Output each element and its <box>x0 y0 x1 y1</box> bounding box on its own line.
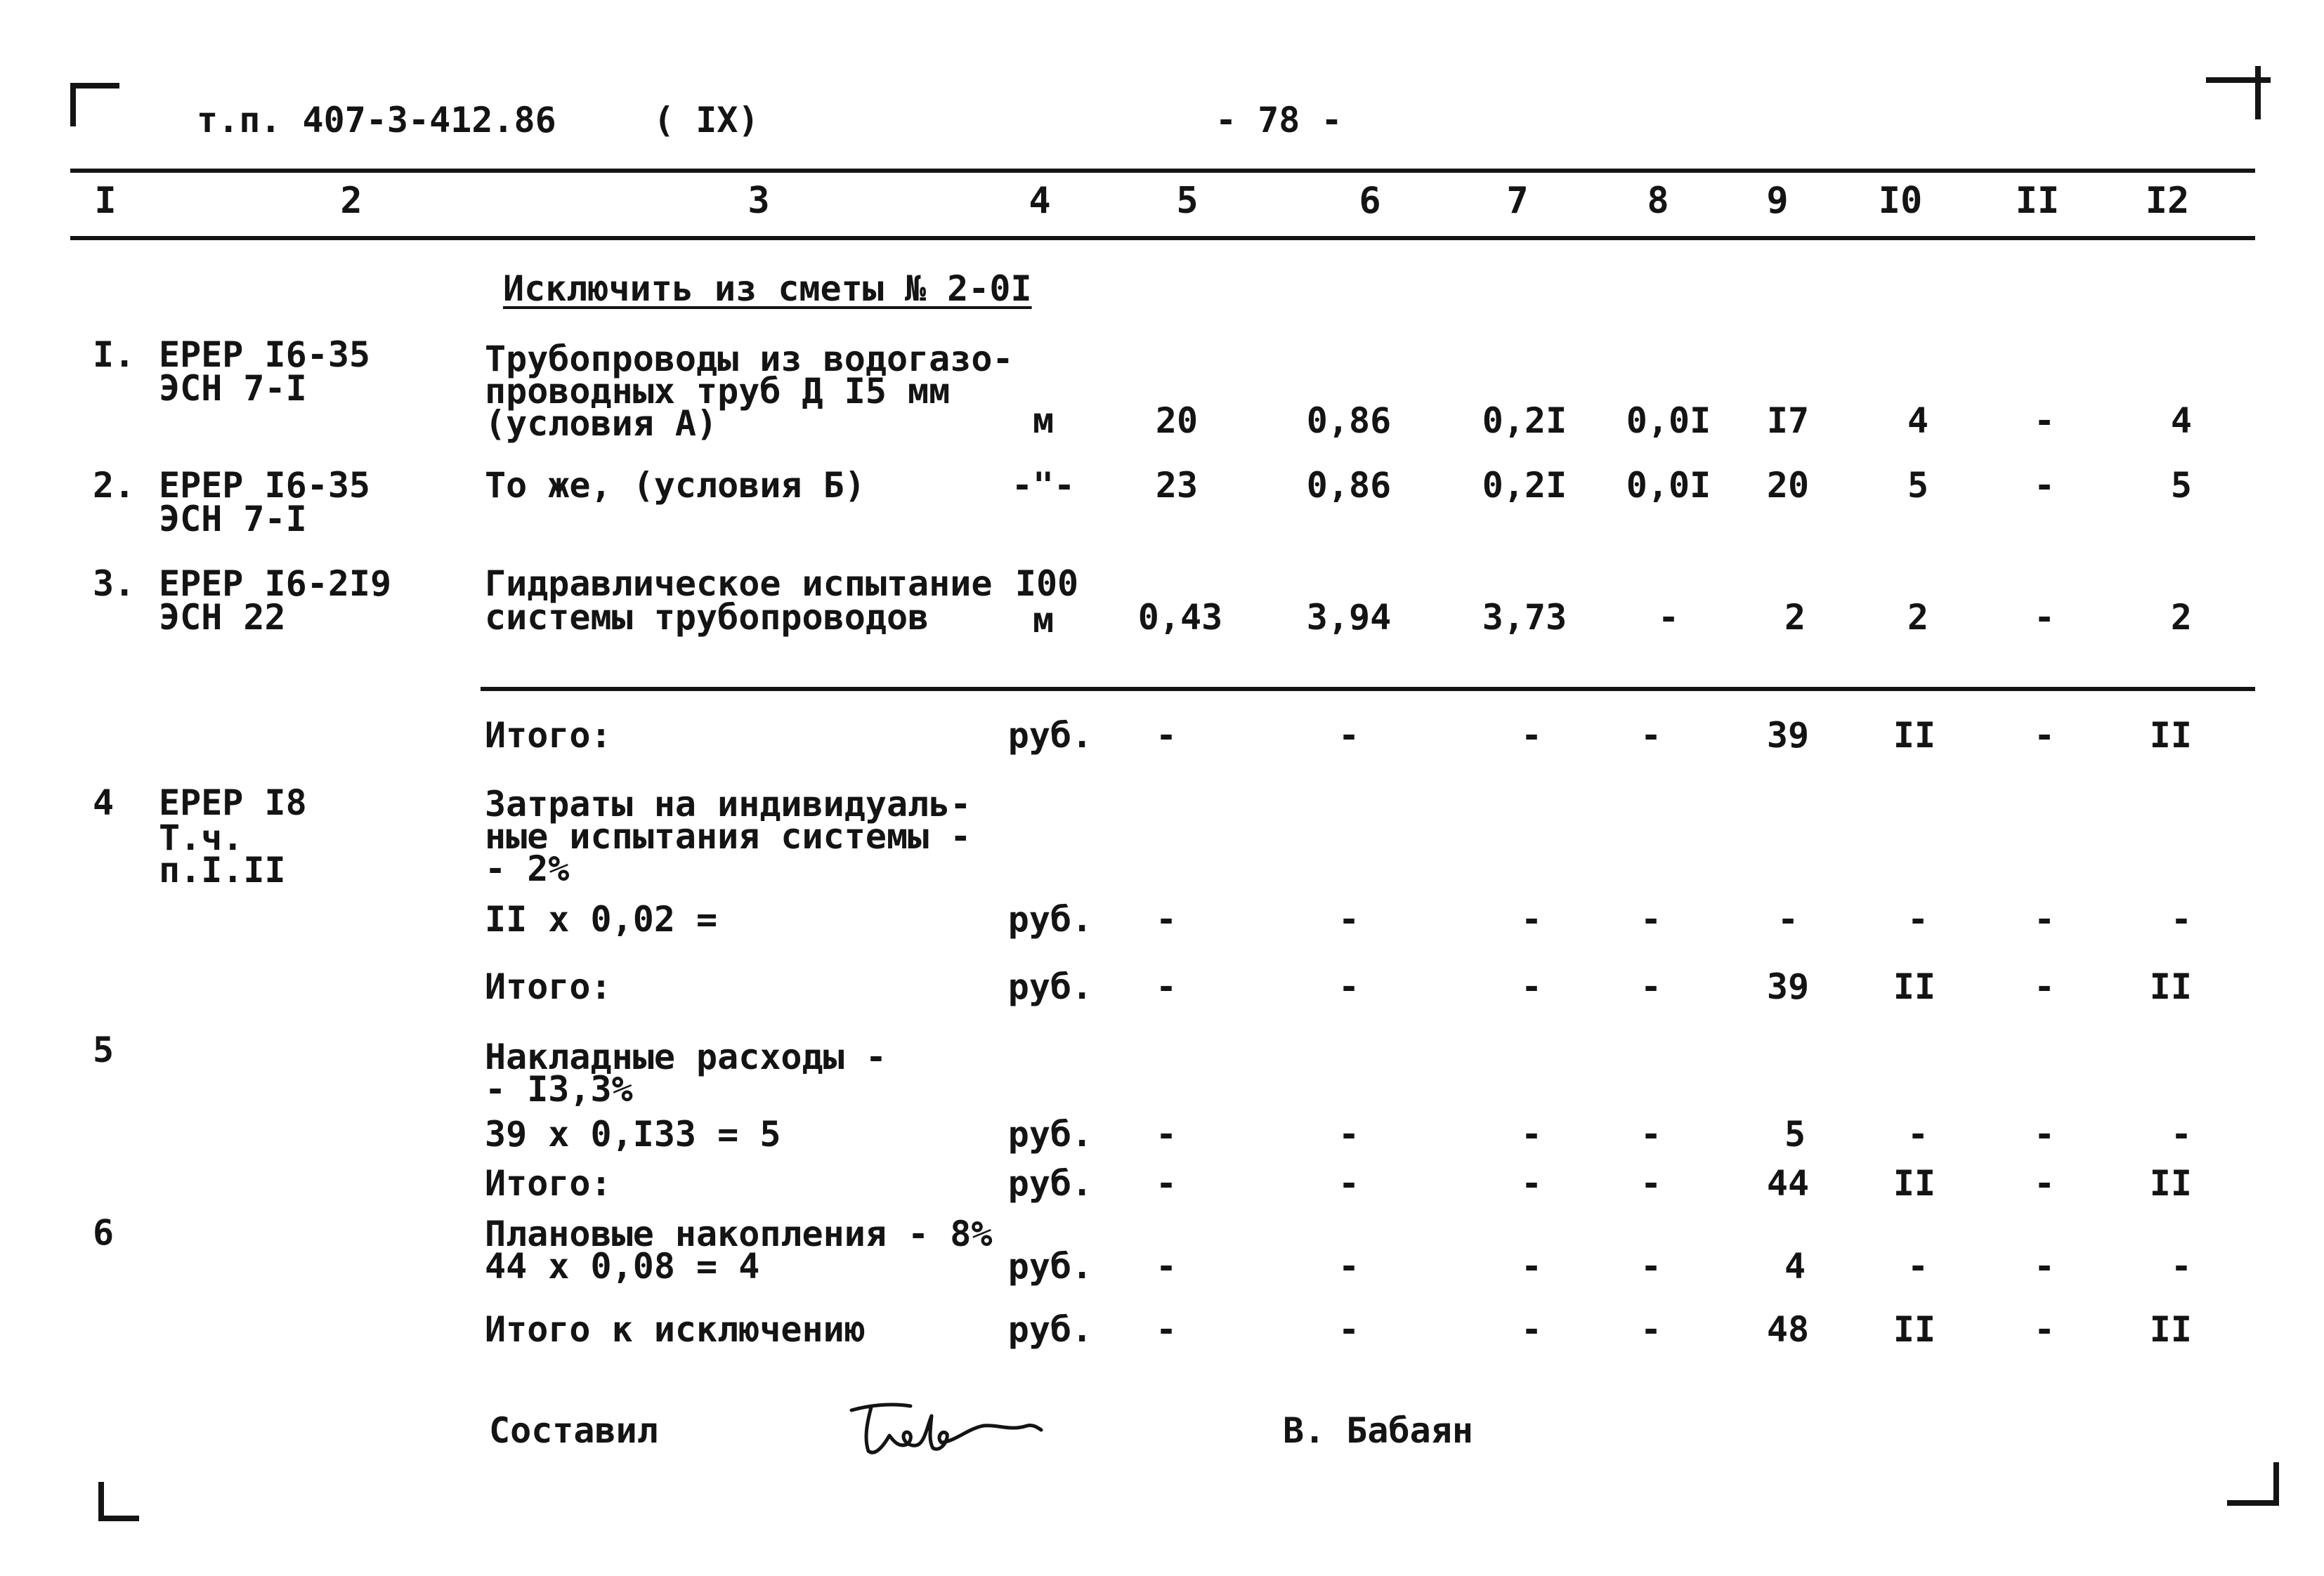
cell-c6: - <box>1338 1163 1360 1204</box>
cell-c7: - <box>1520 715 1543 756</box>
cell-c8: - <box>1640 715 1662 756</box>
norm-code: Т.ч. <box>159 817 244 858</box>
cell-c10: - <box>1907 1114 1929 1155</box>
row-number: 3. <box>93 563 136 604</box>
description: проводных труб Д I5 мм <box>485 371 951 412</box>
doc-code: т.п. 407-3-412.86 <box>197 100 556 140</box>
description: (условия А) <box>485 403 718 444</box>
cell-c12: 4 <box>2170 400 2192 441</box>
cell-c8: 0,0I <box>1626 400 1711 441</box>
cell-c12: II <box>2149 715 2192 756</box>
cell-c6: - <box>1338 1309 1360 1350</box>
cell-c6: - <box>1338 715 1360 756</box>
cell-c5: - <box>1155 899 1177 940</box>
row-number: I. <box>93 334 136 375</box>
cell-c10: II <box>1893 966 1936 1007</box>
cell-c8: - <box>1640 1246 1662 1287</box>
description: 39 x 0,I33 = 5 <box>485 1114 781 1155</box>
cell-c5: - <box>1155 1246 1177 1287</box>
cell-c5: - <box>1155 1309 1177 1350</box>
cell-c12: - <box>2170 1246 2192 1287</box>
cell-c5: - <box>1155 966 1177 1007</box>
cell-c9: 44 <box>1766 1163 1810 1204</box>
compiler-name: В. Бабаян <box>1283 1410 1473 1451</box>
unit: м <box>1032 600 1055 641</box>
cell-c12: 2 <box>2170 597 2192 638</box>
cell-c10: - <box>1907 1246 1929 1287</box>
cell-c7: - <box>1520 1309 1543 1350</box>
description: Гидравлическое испытание <box>485 563 993 604</box>
unit: руб. <box>1007 1114 1093 1155</box>
cell-c7: - <box>1520 899 1543 940</box>
unit: руб. <box>1007 1163 1093 1204</box>
corner-mark-bottom-left <box>98 1516 139 1521</box>
description: - I3,3% <box>485 1069 633 1110</box>
cell-c7: - <box>1520 966 1543 1007</box>
description: Итого: <box>485 966 612 1007</box>
description: системы трубопроводов <box>485 597 929 638</box>
description: Итого: <box>485 715 612 756</box>
unit: руб. <box>1007 715 1093 756</box>
column-header: 6 <box>1359 180 1381 222</box>
column-header: 7 <box>1506 180 1529 222</box>
cell-c12: 5 <box>2170 465 2192 506</box>
cell-c9: 39 <box>1766 966 1810 1007</box>
column-header: II <box>2015 180 2060 222</box>
signature <box>843 1395 1047 1465</box>
description: 44 x 0,08 = 4 <box>485 1246 760 1287</box>
unit: I00 <box>1014 563 1079 604</box>
cell-c12: II <box>2149 966 2192 1007</box>
cell-c11: - <box>2033 597 2056 638</box>
column-header: 2 <box>340 180 363 222</box>
cell-c5: - <box>1155 1114 1177 1155</box>
header-rule-top <box>70 169 2255 173</box>
cell-c8: 0,0I <box>1626 465 1711 506</box>
section-title: Исключить из сметы № 2-0I <box>503 268 1032 309</box>
subtotal-rule <box>481 687 2255 691</box>
unit: руб. <box>1007 899 1093 940</box>
cell-c8: - <box>1640 1163 1662 1204</box>
cell-c9: - <box>1777 899 1799 940</box>
cell-c11: - <box>2033 966 2056 1007</box>
corner-mark-top-right <box>2255 66 2261 119</box>
cell-c11: - <box>2033 1114 2056 1155</box>
norm-code: ЭСН 7-I <box>159 499 307 539</box>
cell-c10: - <box>1907 899 1929 940</box>
norm-code: ЕРЕР I6-2I9 <box>159 563 392 604</box>
cell-c12: II <box>2149 1309 2192 1350</box>
cell-c9: 48 <box>1766 1309 1810 1350</box>
unit: руб. <box>1007 1309 1093 1350</box>
cell-c11: - <box>2033 400 2056 441</box>
unit: -"- <box>1011 465 1076 506</box>
column-header: 8 <box>1647 180 1669 222</box>
description: Плановые накопления - 8% <box>485 1214 993 1254</box>
compiled-by-label: Составил <box>489 1410 658 1451</box>
corner-mark-bottom-right <box>2227 1500 2279 1506</box>
cell-c10: II <box>1893 715 1936 756</box>
corner-mark-top-left <box>70 83 76 126</box>
column-header: 3 <box>748 180 770 222</box>
row-number: 6 <box>93 1212 115 1253</box>
cell-c7: - <box>1520 1163 1543 1204</box>
description: Итого: <box>485 1163 612 1204</box>
cell-c9: 2 <box>1784 597 1806 638</box>
cell-c8: - <box>1640 1309 1662 1350</box>
cell-c6: - <box>1338 966 1360 1007</box>
cell-c9: 39 <box>1766 715 1810 756</box>
cell-c7: 0,2I <box>1482 465 1567 506</box>
norm-code: ЕРЕР I8 <box>159 782 307 823</box>
section-number: ( IX) <box>653 100 759 140</box>
corner-mark-bottom-right <box>2273 1462 2279 1504</box>
column-header: I0 <box>1878 180 1923 222</box>
cell-c11: - <box>2033 1246 2056 1287</box>
cell-c10: 4 <box>1907 400 1929 441</box>
cell-c6: 0,86 <box>1306 400 1392 441</box>
cell-c7: 0,2I <box>1482 400 1567 441</box>
cell-c11: - <box>2033 899 2056 940</box>
row-number: 5 <box>93 1030 115 1070</box>
cell-c7: - <box>1520 1246 1543 1287</box>
cell-c10: 5 <box>1907 465 1929 506</box>
cell-c10: II <box>1893 1309 1936 1350</box>
description: То же, (условия Б) <box>485 465 866 506</box>
corner-mark-top-left <box>70 83 119 88</box>
unit: руб. <box>1007 966 1093 1007</box>
description: Накладные расходы - <box>485 1037 887 1077</box>
description: Затраты на индивидуаль- <box>485 784 972 825</box>
column-header: 5 <box>1176 180 1199 222</box>
norm-code: ЕРЕР I6-35 <box>159 334 371 375</box>
cell-c7: - <box>1520 1114 1543 1155</box>
row-number: 4 <box>93 782 115 823</box>
cell-c6: - <box>1338 1246 1360 1287</box>
column-header: 9 <box>1766 180 1789 222</box>
row-number: 2. <box>93 465 136 506</box>
cell-c9: 4 <box>1784 1246 1806 1287</box>
norm-code: ЕРЕР I6-35 <box>159 465 371 506</box>
cell-c8: - <box>1640 1114 1662 1155</box>
page-number: - 78 - <box>1215 100 1343 140</box>
norm-code: п.I.II <box>159 850 286 891</box>
cell-c5: 20 <box>1155 400 1199 441</box>
cell-c10: 2 <box>1907 597 1929 638</box>
cell-c8: - <box>1640 899 1662 940</box>
description: II x 0,02 = <box>485 899 718 940</box>
cell-c12: - <box>2170 899 2192 940</box>
cell-c9: 5 <box>1784 1114 1806 1155</box>
cell-c5: - <box>1155 715 1177 756</box>
cell-c11: - <box>2033 1163 2056 1204</box>
cell-c5: 23 <box>1155 465 1199 506</box>
column-header: I <box>94 180 117 222</box>
cell-c5: - <box>1155 1163 1177 1204</box>
cell-c11: - <box>2033 1309 2056 1350</box>
unit: руб. <box>1007 1246 1093 1287</box>
description: Трубопроводы из водогазо- <box>485 339 1014 379</box>
norm-code: ЭСН 22 <box>159 597 286 638</box>
cell-c6: 3,94 <box>1306 597 1392 638</box>
cell-c8: - <box>1640 966 1662 1007</box>
cell-c8: - <box>1657 597 1680 638</box>
cell-c7: 3,73 <box>1482 597 1567 638</box>
unit: м <box>1032 400 1055 441</box>
header-rule-bottom <box>70 236 2255 240</box>
corner-mark-top-right <box>2206 77 2271 83</box>
cell-c9: 20 <box>1766 465 1810 506</box>
column-header: 4 <box>1029 180 1051 222</box>
cell-c10: II <box>1893 1163 1936 1204</box>
cell-c12: - <box>2170 1114 2192 1155</box>
description: - 2% <box>485 848 570 889</box>
cell-c11: - <box>2033 715 2056 756</box>
norm-code: ЭСН 7-I <box>159 368 307 409</box>
description: ные испытания системы - <box>485 816 972 857</box>
column-header: I2 <box>2145 180 2190 222</box>
cell-c5: 0,43 <box>1137 597 1223 638</box>
cell-c6: - <box>1338 1114 1360 1155</box>
description: Итого к исключению <box>485 1309 866 1350</box>
cell-c6: 0,86 <box>1306 465 1392 506</box>
cell-c11: - <box>2033 465 2056 506</box>
cell-c12: II <box>2149 1163 2192 1204</box>
cell-c6: - <box>1338 899 1360 940</box>
cell-c9: I7 <box>1766 400 1810 441</box>
